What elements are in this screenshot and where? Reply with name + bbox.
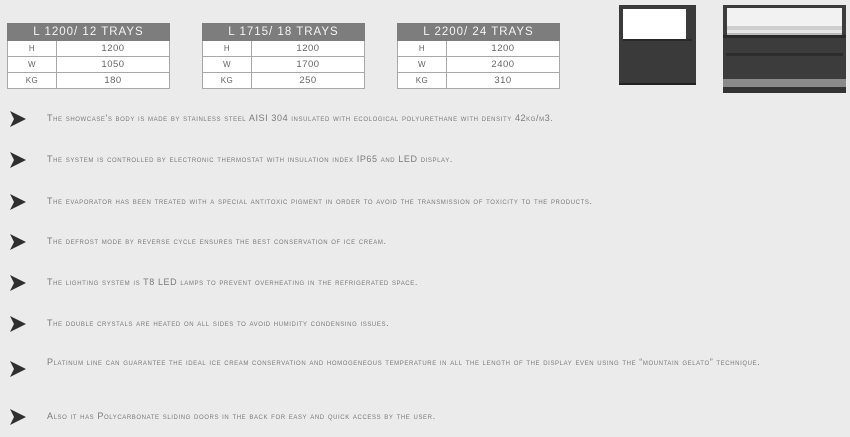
list-item-text: Also it has Polycarbonate sliding doors in the back for easy and quick access by the user. bbox=[47, 411, 436, 421]
table-row bbox=[8, 73, 170, 89]
row-value: 1200 bbox=[447, 41, 560, 57]
table-title: L 2200/ 24 TRAYS bbox=[398, 24, 560, 41]
table-row bbox=[203, 73, 365, 89]
row-label: KG bbox=[398, 73, 447, 89]
table-row bbox=[203, 57, 365, 73]
showcase-back-image bbox=[723, 5, 846, 93]
row-label: H bbox=[398, 41, 447, 57]
arrow-right-icon bbox=[10, 361, 26, 377]
row-label: KG bbox=[203, 73, 252, 89]
arrow-right-icon bbox=[10, 111, 26, 127]
row-label: W bbox=[398, 57, 447, 73]
arrow-right-icon bbox=[10, 409, 26, 425]
row-value: 1050 bbox=[57, 57, 170, 73]
spec-table-l1200 bbox=[7, 23, 170, 89]
table-row bbox=[398, 41, 560, 57]
arrow-right-icon bbox=[10, 275, 26, 291]
list-item-text: The system is controlled by electronic thermostat with insulation index IP65 and LED display. bbox=[47, 154, 453, 164]
table-row bbox=[8, 41, 170, 57]
row-value: 2400 bbox=[447, 57, 560, 73]
row-value: 310 bbox=[447, 73, 560, 89]
row-label: W bbox=[203, 57, 252, 73]
row-value: 1200 bbox=[57, 41, 170, 57]
row-value: 1700 bbox=[252, 57, 365, 73]
table-row bbox=[398, 73, 560, 89]
arrow-right-icon bbox=[10, 152, 26, 168]
row-value: 250 bbox=[252, 73, 365, 89]
arrow-right-icon bbox=[10, 194, 26, 210]
table-row bbox=[8, 57, 170, 73]
list-item-text: The evaporator has been treated with a special antitoxic pigment in order to avoid the transmission of toxicity to the products. bbox=[47, 196, 593, 206]
row-value: 1200 bbox=[252, 41, 365, 57]
spec-table-l1715 bbox=[202, 23, 365, 89]
list-item-text: Platinum line can guarantee the ideal ice cream conservation and homogeneous temperature in all the length of the display even using the “mountain gelato” technique. bbox=[47, 357, 761, 367]
table-title: L 1200/ 12 TRAYS bbox=[8, 24, 170, 41]
table-row bbox=[203, 41, 365, 57]
showcase-front-image bbox=[619, 5, 696, 85]
list-item-text: The lighting system is T8 LED lamps to prevent overheating in the refrigerated space. bbox=[47, 277, 418, 287]
table-row bbox=[398, 57, 560, 73]
spec-table-l2200 bbox=[397, 23, 560, 89]
list-item-text: The defrost mode by reverse cycle ensures the best conservation of ice cream. bbox=[47, 236, 387, 246]
row-label: KG bbox=[8, 73, 57, 89]
row-label: H bbox=[203, 41, 252, 57]
row-label: W bbox=[8, 57, 57, 73]
row-label: H bbox=[8, 41, 57, 57]
list-item-text: The showcase's body is made by stainless steel AISI 304 insulated with ecological polyurethane with density 42kg/m3. bbox=[47, 113, 554, 123]
list-item-text: The double crystals are heated on all sides to avoid humidity condensing issues. bbox=[47, 318, 390, 328]
table-title: L 1715/ 18 TRAYS bbox=[203, 24, 365, 41]
arrow-right-icon bbox=[10, 316, 26, 332]
row-value: 180 bbox=[57, 73, 170, 89]
arrow-right-icon bbox=[10, 234, 26, 250]
